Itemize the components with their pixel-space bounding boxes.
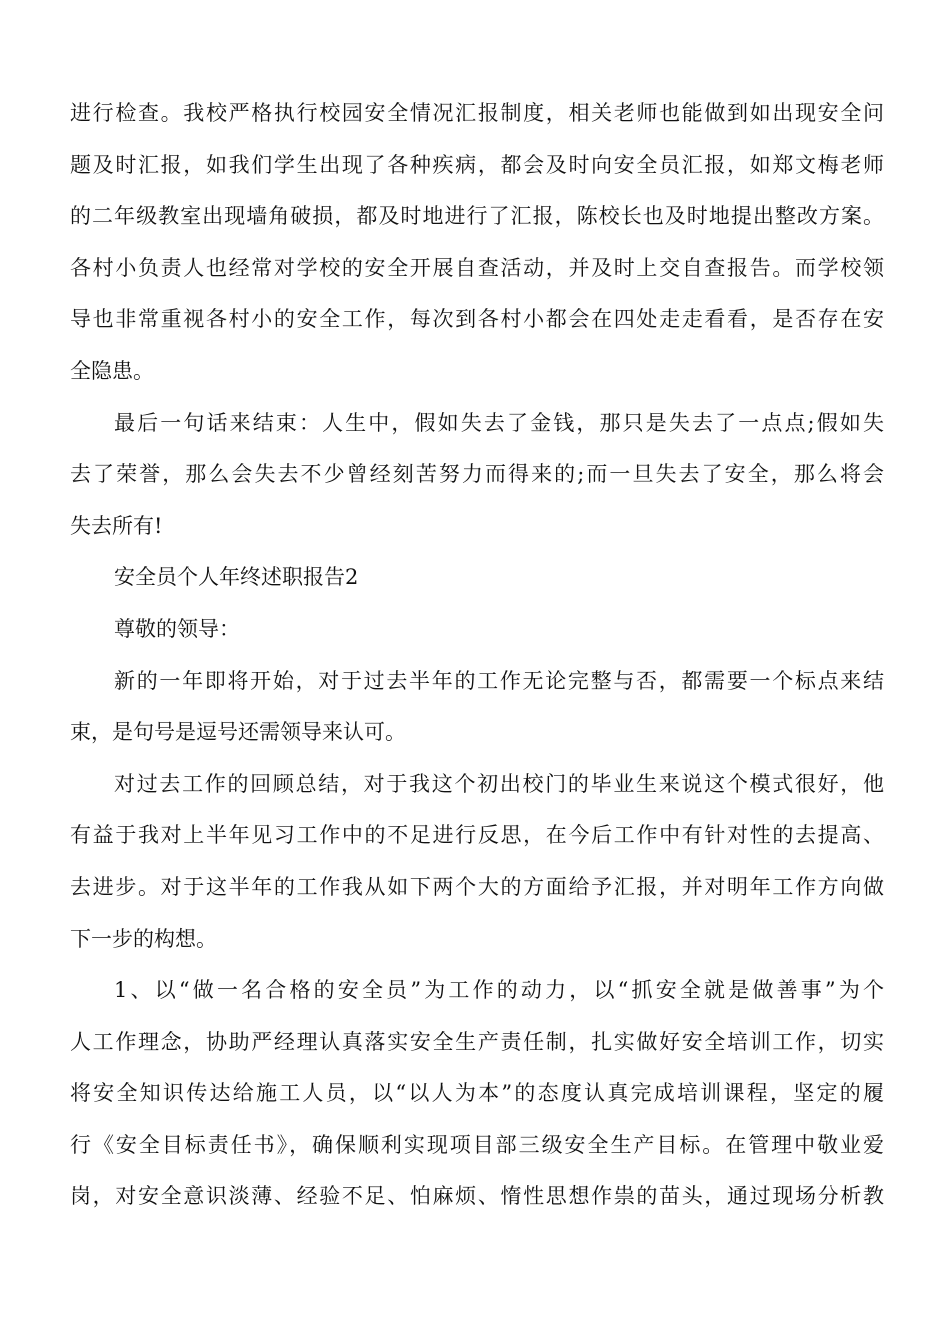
text-line: 行《安全目标责任书》，确保顺利实现项目部三级安全生产目标。在管理中敬业爱 [70, 1132, 884, 1157]
text-line: 题及时汇报，如我们学生出现了各种疾病，都会及时向安全员汇报，如郑文梅老师 [70, 152, 884, 177]
section-heading: 安全员个人年终述职报告2 [114, 565, 359, 590]
text-line: 导也非常重视各村小的安全工作，每次到各村小都会在四处走走看看，是否存在安 [70, 307, 884, 332]
text-line: 将安全知识传达给施工人员，以“以人为本”的态度认真完成培训课程，坚定的履 [70, 1081, 884, 1106]
text-line: 人工作理念，协助严经理认真落实安全生产责任制，扎实做好安全培训工作，切实 [70, 1029, 884, 1054]
text-line: 去进步。对于这半年的工作我从如下两个大的方面给予汇报，并对明年工作方向做 [70, 874, 884, 899]
text-line: 去了荣誉，那么会失去不少曾经刻苦努力而得来的;而一旦失去了安全，那么将会 [70, 462, 884, 487]
salutation: 尊敬的领导： [114, 616, 240, 641]
text-line: 1、以“做一名合格的安全员”为工作的动力，以“抓安全就是做善事”为个 [114, 978, 884, 1003]
text-line: 进行检查。我校严格执行校园安全情况汇报制度，相关老师也能做到如出现安全问 [70, 101, 884, 125]
text-line: 岗，对安全意识淡薄、经验不足、怕麻烦、惰性思想作祟的苗头，通过现场分析教 [70, 1184, 884, 1209]
text-line: 有益于我对上半年见习工作中的不足进行反思，在今后工作中有针对性的去提高、 [70, 823, 884, 848]
text-line: 下一步的构想。 [70, 926, 217, 951]
text-line: 束，是句号是逗号还需领导来认可。 [70, 720, 406, 745]
text-line: 的二年级教室出现墙角破损，都及时地进行了汇报，陈校长也及时地提出整改方案。 [70, 204, 884, 229]
text-line: 各村小负责人也经常对学校的安全开展自查活动，并及时上交自查报告。而学校领 [70, 255, 884, 280]
text-line: 最后一句话来结束：人生中，假如失去了金钱，那只是失去了一点点;假如失 [114, 410, 884, 435]
text-line: 失去所有! [70, 513, 163, 538]
text-line: 对过去工作的回顾总结，对于我这个初出校门的毕业生来说这个模式很好，他 [114, 771, 884, 796]
text-line: 新的一年即将开始，对于过去半年的工作无论完整与否，都需要一个标点来结 [114, 668, 884, 693]
document-page [70, 88, 884, 1223]
text-line: 全隐患。 [70, 358, 154, 383]
